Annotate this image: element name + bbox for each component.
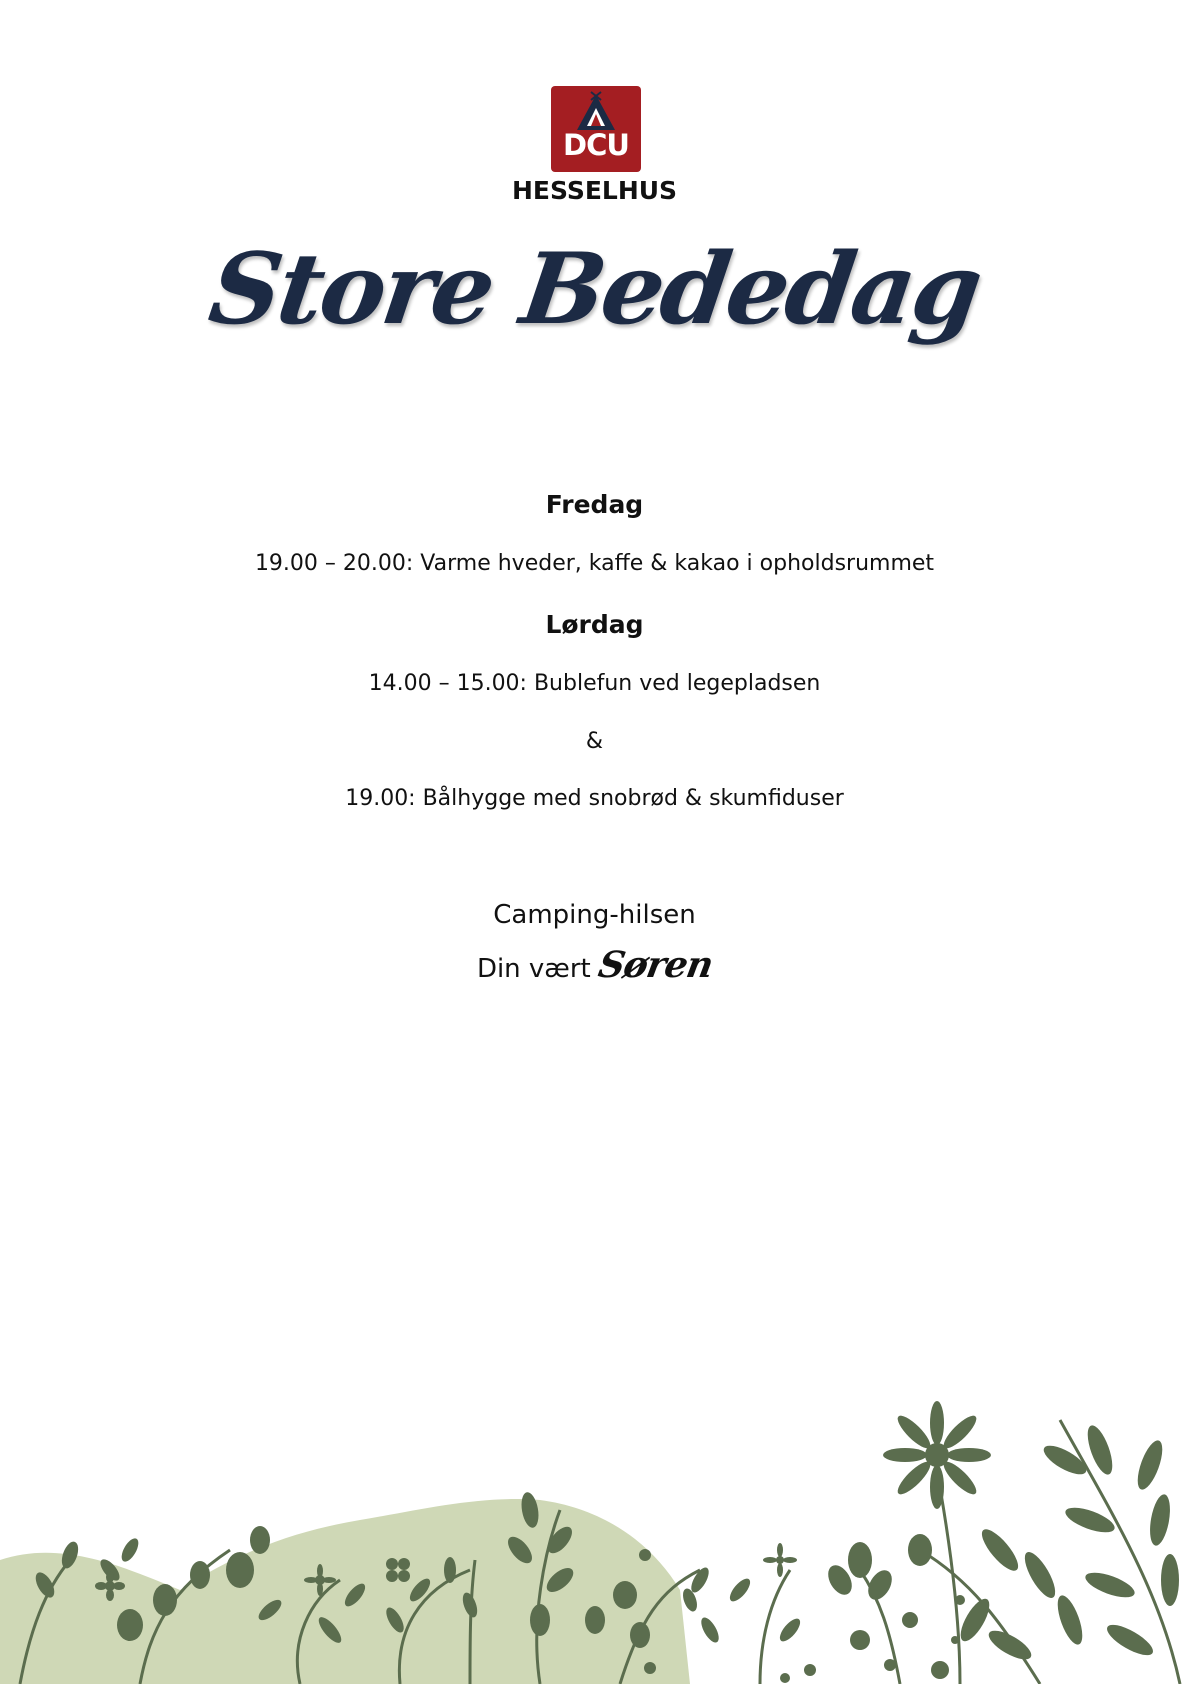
page-title: Store Bededag [202,232,987,347]
host-signature [0,944,1189,986]
greeting: Camping-hilsen [493,900,696,930]
host-prefix: Din vært [476,954,591,984]
event-friday-1: 19.00 – 20.00: Varme hveder, kaffe & kakao i opholdsrummet [254,551,935,576]
host-name: Søren [595,944,716,986]
campsite-name: HESSELHUS [511,176,678,205]
logo-text: DCU [563,128,629,162]
event-saturday-2: 19.00: Bålhygge med snobrød & skumfiduser [345,786,844,811]
dcu-logo [551,86,641,172]
floral-footer-decoration [0,1390,1189,1684]
hill-shape [0,1499,690,1684]
event-saturday-1: 14.00 – 15.00: Bublefun ved legepladsen [368,671,821,696]
day-heading-friday: Fredag [545,490,644,519]
day-heading-saturday: Lørdag [545,610,644,639]
event-separator: & [585,729,604,754]
